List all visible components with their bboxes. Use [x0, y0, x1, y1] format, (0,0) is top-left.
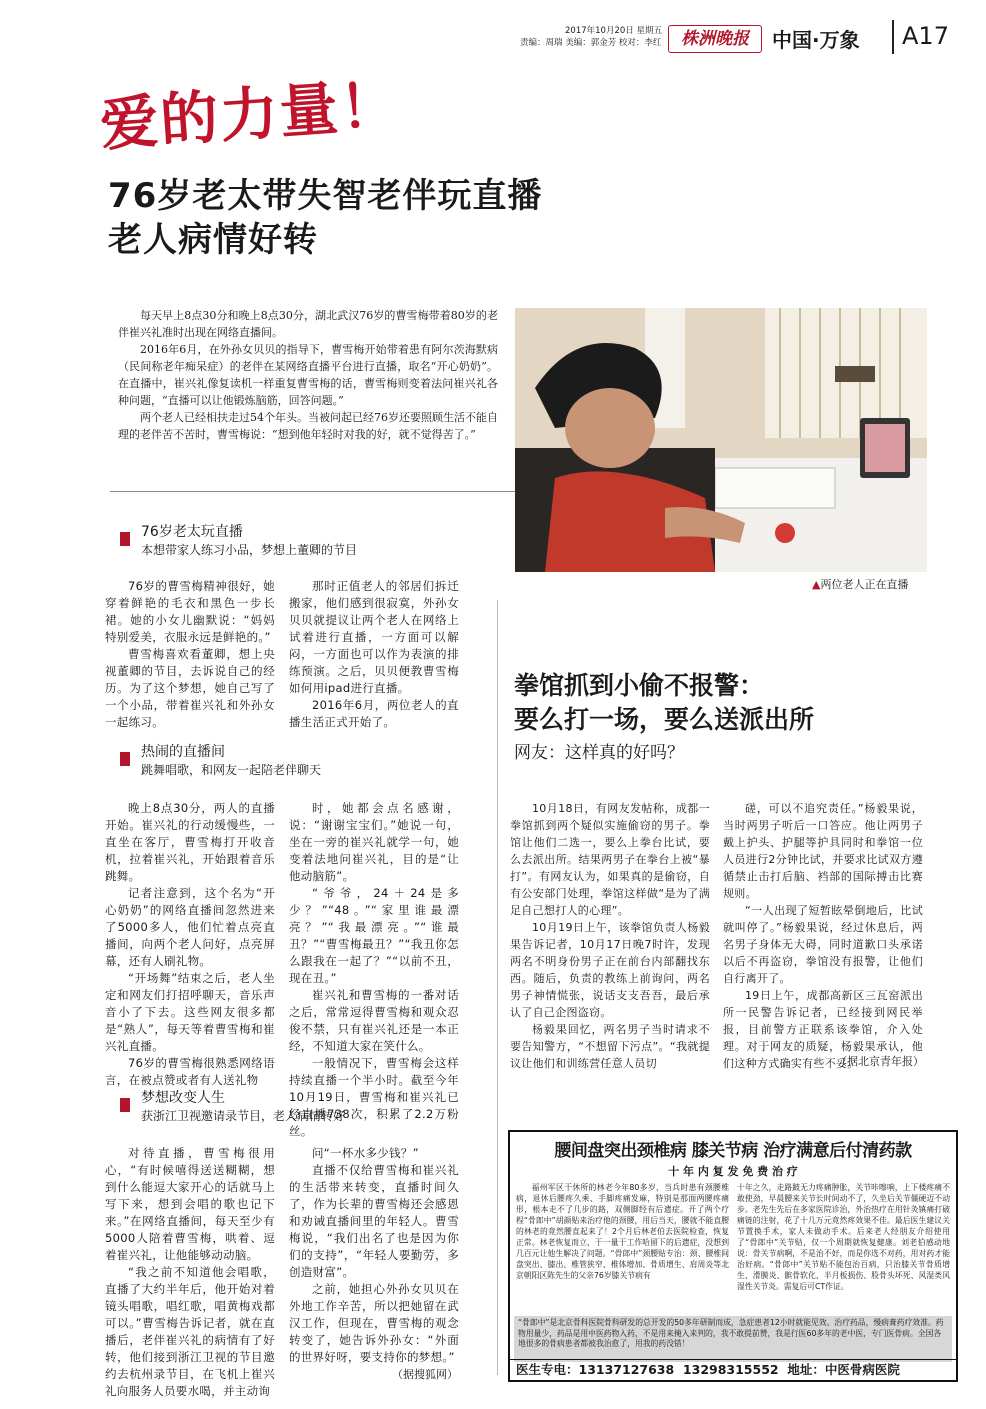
caption-triangle-icon: ▲	[812, 578, 821, 591]
ad-text-right: 十年之久，走路跛无力疼痛肿胀，关节咔嚓响，上下楼疼痛不敢使劲，早晨腰来关节长时间动不了，久坐后关节僵硬迈不动步。老先生先后在多家医院诊治，外治热疗在用针灸镇痛打破痛链的注射，花了十几万元竟然疼效果不佳。最后医生建议关节置换手术，家人未做动手术。后来老人经朋友介绍使用了“骨郎中”关节贴，仅一个周期就恢复健康。刘老伯感动地说：骨关节病啊，不是治不好，而是你选不对药，用对药才能治好病。“骨郎中”关节贴不能包治百病，只治膝关节骨质增生、滑膜炎、髌骨软化、半月板损伤、股骨头坏死、风湿类风湿性关节炎。需复后可CT作证。	[737, 1183, 950, 1291]
ad-title: 腰间盘突出颈椎病 膝关节病 治疗满意后付清药款	[554, 1141, 912, 1161]
ad-phone1: 13137127638	[578, 1362, 675, 1377]
ad-text-left: 福州军区干休所的林老今年80多岁，当兵时患有颈腰椎病，退休后腰疼久乘、手脚疼痛发麻，特别是那面两腰疼痛形，根本走不了几步的路，双侧脚经有后遗症。开了两个疗程“骨郎中”胡颜贴来治疗他的颈腰，用后当天，腰就不能直腰的林老的竟然腰直起来了！2个月后林老伯去医院检查，恢复正常。林老恢复而立，于一量于工作哈留下的后遗症，没想到几百元让他生解决了问题。“骨郎中”颈腰贴专治：颈、腰椎间盘突出、膝出、椎管狭窄、椎体增加、骨质增生、肩周炎等北京朝阳区陈先生的父亲76岁膝关节病有	[516, 1183, 729, 1280]
section-name: 中国·万象	[772, 28, 860, 52]
body-paragraph: “开场舞”结束之后，老人坐定和网友们打招呼聊天，音乐声音小了下去。这些网友很多都是“熟人”，每天等着曹雪梅和崔兴礼直播。	[105, 971, 275, 1053]
lead-paragraph: 2016年6月，在外孙女贝贝的指导下，曹雪梅开始带着患有阿尔茨海默病（民间称老年痴呆症）的老伴在某网络直播平台进行直播，取名“开心奶奶”。在直播中，崔兴礼像复读机一样重复曹雪梅的话，曹雪梅则变着法问崔兴礼各种问题，“直播可以让他锻炼脑筋，回答问题。”	[118, 343, 498, 407]
page-number: A17	[902, 22, 949, 50]
photo-caption-text: 两位老人正在直播	[820, 578, 909, 591]
photo-illustration	[515, 308, 927, 572]
section-marker-icon	[120, 1098, 130, 1112]
body-paragraph: 76岁的曹雪梅很熟悉网络语言，在被点赞或者有人送礼物	[105, 1056, 275, 1087]
section2-col2	[289, 800, 459, 1140]
story-title-line2: 老人病情好转	[108, 220, 318, 260]
section-marker-icon	[120, 532, 130, 546]
section2-col1	[105, 800, 275, 1089]
body-paragraph: 晚上8点30分，两人的直播开始。崔兴礼的行动缓慢些，一直坐在客厅，曹雪梅打开收音机，拉着崔兴礼，开始跟着音乐跳舞。	[105, 801, 275, 883]
section3-col2	[289, 1145, 459, 1366]
section-heading: 76岁老太玩直播	[141, 524, 243, 540]
body-paragraph: 2016年6月，两位老人的直播生活正式开始了。	[289, 698, 459, 729]
section-subheading: 获浙江卫视邀请录节目，老人病情转好	[141, 1109, 346, 1123]
issue-date: 2017年10月20日 星期五	[565, 26, 662, 36]
second-story-title-line2: 要么打一场，要么送派出所	[514, 705, 815, 734]
body-paragraph: 问“一杯水多少钱？”	[312, 1146, 419, 1160]
body-paragraph: 之前，她担心外孙女贝贝在外地工作辛苦，所以把她留在武汉工作，但现在，曹雪梅的观念转变了，她告诉外孙女：“外面的世界好呀，要支持你的梦想。”	[289, 1282, 459, 1364]
body-paragraph: 76岁的曹雪梅精神很好，她穿着鲜艳的毛衣和黑色一步长裙。她的小女儿幽默说：“妈妈特别爱美，衣服永远是鲜艳的。”	[105, 579, 275, 644]
body-paragraph: “我之前不知道他会唱歌，直播了大约半年后，他开始对着镜头唱歌，唱红歌，唱黄梅戏都可以。”曹雪梅告诉记者，就在直播后，老伴崔兴礼的病情有了好转，他们接到浙江卫视的节目邀约去杭州录节目，在飞机上崔兴礼向服务人员要水喝，并主动询	[105, 1265, 275, 1398]
ad-subtitle: 十 年 内 复 发 免 费 治 疗	[668, 1165, 798, 1178]
story-lead	[118, 307, 498, 443]
newspaper-logo	[668, 25, 762, 53]
lead-paragraph: 每天早上8点30分和晚上8点30分，湖北武汉76岁的曹雪梅带着80岁的老伴崔兴礼准时出现在网络直播间。	[118, 309, 498, 339]
section-heading: 热闹的直播间	[141, 744, 225, 760]
section1-col2	[289, 578, 459, 731]
body-paragraph: 时，她都会点名感谢，说：“谢谢宝宝们。”她说一句，坐在一旁的崔兴礼就学一句，她变着法地问崔兴礼，目的是“让他动脑筋”。	[289, 801, 459, 883]
section-subheading: 跳舞唱歌，和网友一起陪老伴聊天	[141, 763, 322, 777]
section1-col1	[105, 578, 275, 731]
photo-caption	[812, 576, 908, 592]
body-paragraph: 磋，可以不追究责任。”杨毅果说，当时两男子听后一口答应。他让两男子戴上护头、护腿等护具同时和拳馆一位人员进行2分钟比试，并要求比试双方遵循禁止击打后脑、裆部的国际搏击比赛规则。	[723, 802, 923, 900]
lead-divider	[110, 491, 515, 492]
second-story-col1	[510, 800, 710, 1072]
medical-ad	[508, 1130, 958, 1382]
body-paragraph: 直播不仅给曹雪梅和崔兴礼的生活带来转变，直播时间久了，作为长辈的曹雪梅还会感恩和劝诫直播间里的年轻人。曹雪梅说，“我们出名了也是因为你们的支持”，“年轻人要勤劳，多创造财富”。	[289, 1163, 459, 1279]
section3-col1	[105, 1145, 275, 1400]
newspaper-logo-text: 株洲晚报	[681, 29, 749, 49]
ad-notice: “骨郎中”是北京骨科医院骨科研发的总开发的50多年研制而成，急症患者12小时就能见效。治疗药品，慢病膏药疗效准。药物用量少，药品是用中医药物入药，不是用来掩入来判的，我不敢提前赞，我是行医60多年的老中医，专门医骨病。全国各地很多的骨病患者都被我治愈了，用我的药没错！	[514, 1316, 952, 1362]
story-credit: （据搜狐网）	[392, 1368, 458, 1381]
story-kicker: 爱的力量！	[97, 70, 403, 159]
body-paragraph: 19日上午，成都高新区三瓦窑派出所一民警告诉记者，已经接到网民举报，目前警方正联系该拳馆，介入处理。对于网友的质疑，杨毅果承认，他们这种方式确实有些不妥。	[723, 989, 923, 1070]
ad-phone-label: 医生专电：	[516, 1362, 579, 1377]
editorial-staff: 责编：周瑞 美编：郭金芳 校对：李红	[520, 38, 662, 48]
ad-contact-bar	[510, 1359, 956, 1380]
second-story-credit: （据北京青年报）	[836, 1055, 924, 1068]
body-paragraph: 杨毅果回忆，两名男子当时请求不要告知警方，“不想留下污点”。“我就提议让他们和训练营任意人员切	[510, 1023, 710, 1070]
second-story-title-line1: 拳馆抓到小偷不报警：	[514, 671, 765, 700]
section-marker-icon	[120, 752, 130, 766]
body-paragraph: 曹雪梅喜欢看董卿，想上央视董卿的节目，去诉说自己的经历。为了这个梦想，她自己写了一个小品，带着崔兴礼和外孙女一起练习。	[105, 647, 275, 729]
body-paragraph: 一般情况下，曹雪梅会这样持续直播一个半小时。截至今年10月19日，曹雪梅和崔兴礼已经直播738次，积累了2.2万粉丝。	[289, 1056, 459, 1138]
section-heading: 梦想改变人生	[141, 1090, 225, 1106]
section-subheading: 本想带家人练习小品，梦想上董卿的节目	[141, 543, 358, 557]
body-paragraph: 10月19日上午，该拳馆负责人杨毅果告诉记者，10月17日晚7时许，发现两名不明身份男子正在前台内部翻找东西。随后，负责的教练上前询问，两名男子神情慌张，说话支支吾吾，最后承认了自己企图盗窃。	[510, 921, 710, 1019]
body-paragraph: 记者注意到，这个名为“开心奶奶”的网络直播间忽然进来了5000多人，他们忙着点亮直播间，向两个老人问好，点亮屏幕，还有人刷礼物。	[105, 886, 275, 968]
body-paragraph: 10月18日，有网友发帖称，成都一拳馆抓到两个疑似实施偷窃的男子。拳馆让他们二选一，要么上拳台比试，要么去派出所。结果两男子在拳台上被“暴打”。有网友认为，如果真的是偷窃，自有公安部门处理，拳馆这样做“是为了满足自己想打人的心理”。	[510, 802, 710, 917]
body-paragraph: 对待直播，曹雪梅很用心，“有时候嘻得送送糊糊，想到什么能逗大家开心的话就马上写下来，想到会唱的歌也记下来。”在网络直播间，每天至少有5000人陪着曹雪梅，哄着、逗着崔兴礼，让他能够动动脑。	[105, 1146, 275, 1262]
ad-phone2: 13298315552	[682, 1362, 779, 1377]
column-divider	[497, 600, 498, 1375]
body-paragraph: 那时正值老人的邻居们拆迁搬家，他们感到很寂寞，外孙女贝贝就提议让两个老人在网络上试着进行直播，一方面可以解闷，一方面也可以作为表演的排练预演。之后，贝贝便教曹雪梅如何用ipad进行直播。	[289, 579, 459, 695]
story-photo	[515, 308, 927, 572]
story-title-line1: 76岁老太带失智老伴玩直播	[108, 176, 543, 216]
body-paragraph: 崔兴礼和曹雪梅的一番对话之后，常常逗得曹雪梅和观众忍俊不禁，只有崔兴礼还是一本正经，不知道大家在笑什么。	[289, 988, 459, 1053]
second-story-subtitle: 网友：这样真的好吗？	[514, 743, 684, 763]
ad-address: 地址：中医骨病医院	[787, 1362, 900, 1377]
second-story-col2	[723, 800, 923, 1072]
body-paragraph: “爷爷，24＋24是多少？”“48。”“家里谁最漂亮？”“我最漂亮。”“谁最丑？”“曹雪梅最丑？”“我丑你怎么跟我在一起了？”“以前不丑，现在丑。”	[289, 886, 459, 985]
lead-paragraph: 两个老人已经相扶走过54个年头。当被问起已经76岁还要照顾生活不能自理的老伴苦不苦时，曹雪梅说：“想到他年轻时对我的好，就不觉得苦了。”	[118, 411, 498, 441]
header-divider	[892, 20, 894, 54]
body-paragraph: “一人出现了短暂眩晕倒地后，比试就叫停了。”杨毅果说，经过休息后，两名男子身体无大碍，同时道歉口头承诺以后不再盗窃，拳馆没有报警，让他们自行离开了。	[723, 904, 923, 985]
